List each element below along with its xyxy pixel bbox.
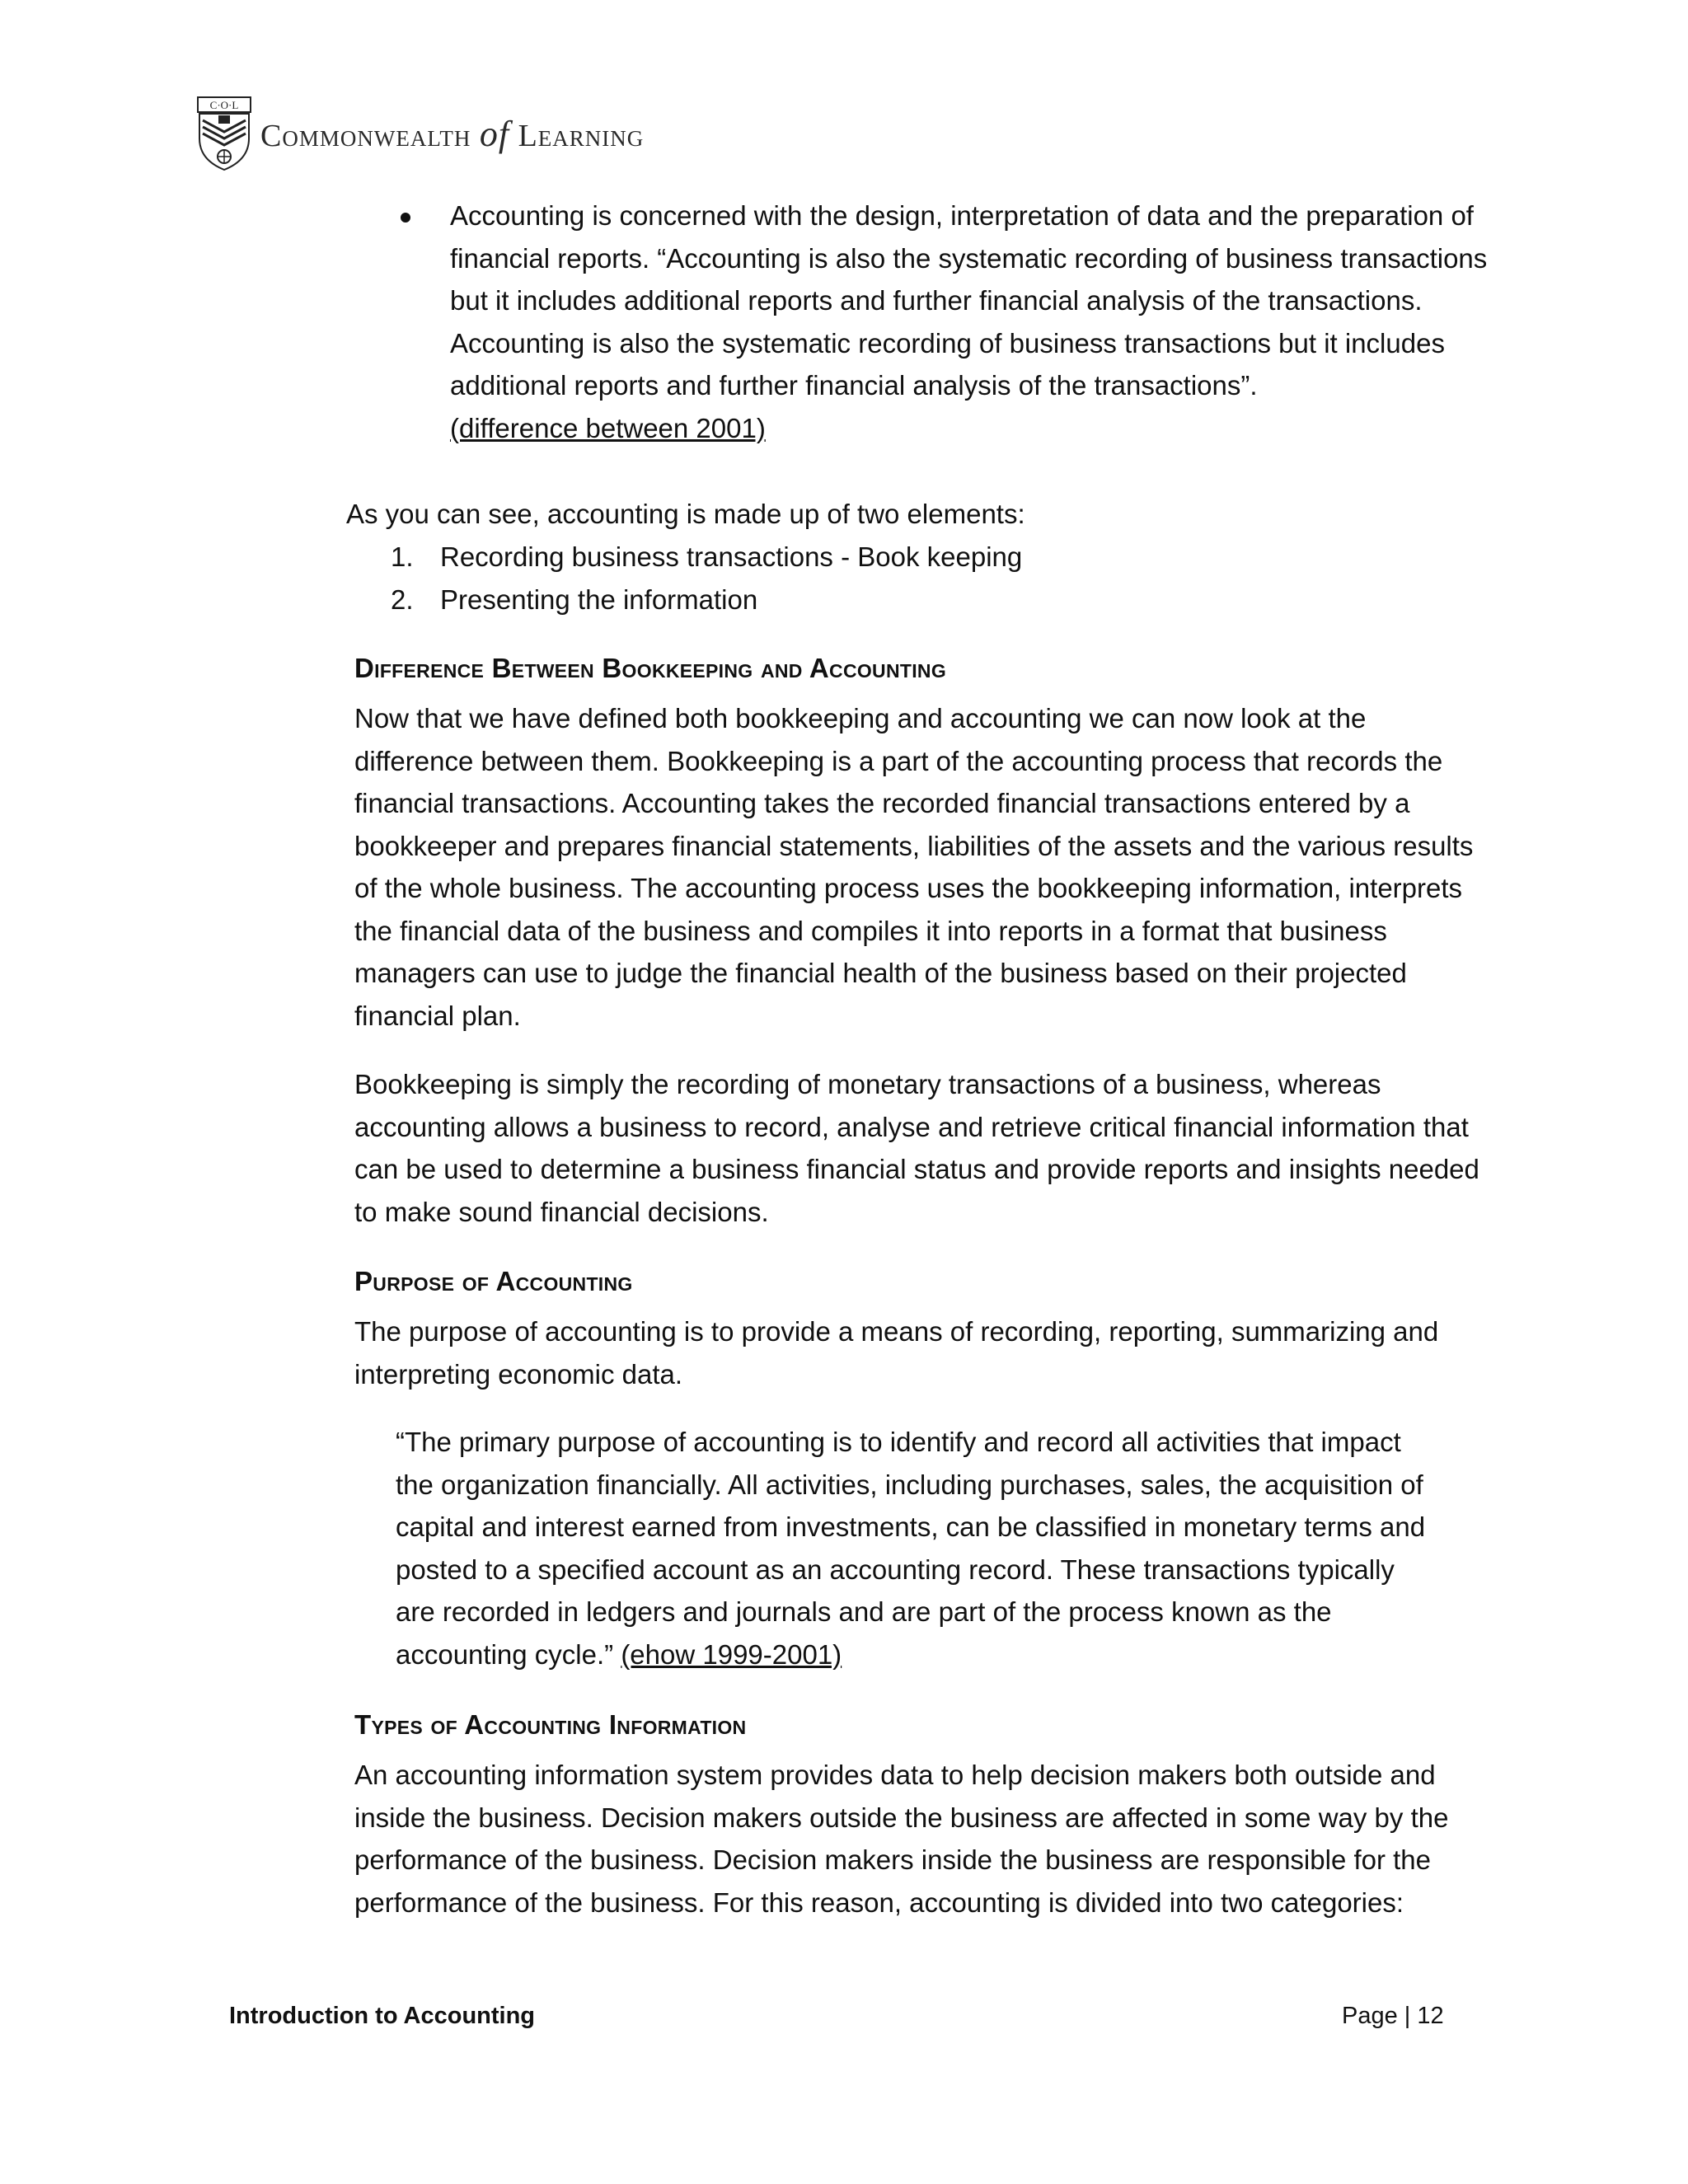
- quote-citation-link[interactable]: (ehow 1999-2001): [621, 1638, 842, 1670]
- numbered-list: [391, 536, 1022, 621]
- citation-link[interactable]: (difference between 2001): [450, 412, 766, 443]
- purpose-paragraph-1: The purpose of accounting is to provide a means of recording, reporting, summarizing and interpreting economic data.: [354, 1316, 1439, 1390]
- section-heading-types: Types of Accounting Information: [354, 1709, 747, 1740]
- section-heading-purpose: Purpose of Accounting: [354, 1266, 633, 1296]
- footer-title: Introduction to Accounting: [229, 2003, 536, 2029]
- section-heading-difference: Difference Between Bookkeeping and Accounting: [354, 653, 947, 683]
- logo-text-part1: Commonwealth: [260, 118, 471, 153]
- bullet-item: [396, 194, 1492, 449]
- logo-text-part2: Learning: [518, 118, 645, 153]
- bullet-item-text: Accounting is concerned with the design, interpretation of data and the preparation of financial reports. “Accounting is also the systematic recording of business transactions but it includes additional reports and further financial analysis of the transactions. Accounting is also the systematic recording of business transactions but it includes additional reports and further financial analysis of the transactions”.: [450, 200, 1488, 401]
- logo-wordmark: [260, 113, 644, 155]
- types-paragraph-1: An accounting information system provides data to help decision makers both outside and inside the business. Decision makers outside the business are affected in some way by the performance of the business. Decision makers inside the business are responsible for the performance of the business. For this reason, accounting is divided into two categories:: [354, 1760, 1449, 1918]
- bullet-list: [396, 194, 1492, 449]
- difference-paragraph-2: Bookkeeping is simply the recording of monetary transactions of a business, whereas accounting allows a business to record, analyse and retrieve critical financial information that can be used to determine a business financial status and provide reports and insights needed to make sound financial decisions.: [354, 1069, 1479, 1227]
- col-crest-icon: [196, 96, 252, 171]
- intro-line: As you can see, accounting is made up of two elements:: [346, 499, 1025, 529]
- logo-badge-text: C·O·L: [209, 99, 239, 111]
- list-item: 2. Presenting the information: [391, 583, 758, 615]
- difference-paragraph-1: Now that we have defined both bookkeeping and accounting we can now look at the difference between them. Bookkeeping is a part of the accounting process that records the financial transactions. Accounting takes the recorded financial transactions entered by a bookkeeper and prepares financial statements, liabilities of the assets and the various results of the whole business. The accounting process uses the bookkeeping information, interprets the financial data of the business and compiles it into reports in a format that business managers can use to judge the financial health of the business based on their projected financial plan.: [354, 703, 1474, 1031]
- footer-page-number: Page | 12: [1342, 2003, 1444, 2029]
- purpose-quote: [396, 1421, 1434, 1675]
- purpose-quote-text: “The primary purpose of accounting is to identify and record all activities that impact the organization financially. All activities, including purchases, sales, the acquisition of capital and interest earned from investments, can be classified in monetary terms and posted to a specified account as an accounting record. These transactions typically are recorded in ledgers and journals and are part of the process known as the accounting cycle.”: [396, 1427, 1426, 1670]
- list-item: 1. Recording business transactions - Book keeping: [391, 541, 1023, 572]
- logo-text-of: of: [479, 113, 510, 154]
- header-logo: [196, 96, 644, 171]
